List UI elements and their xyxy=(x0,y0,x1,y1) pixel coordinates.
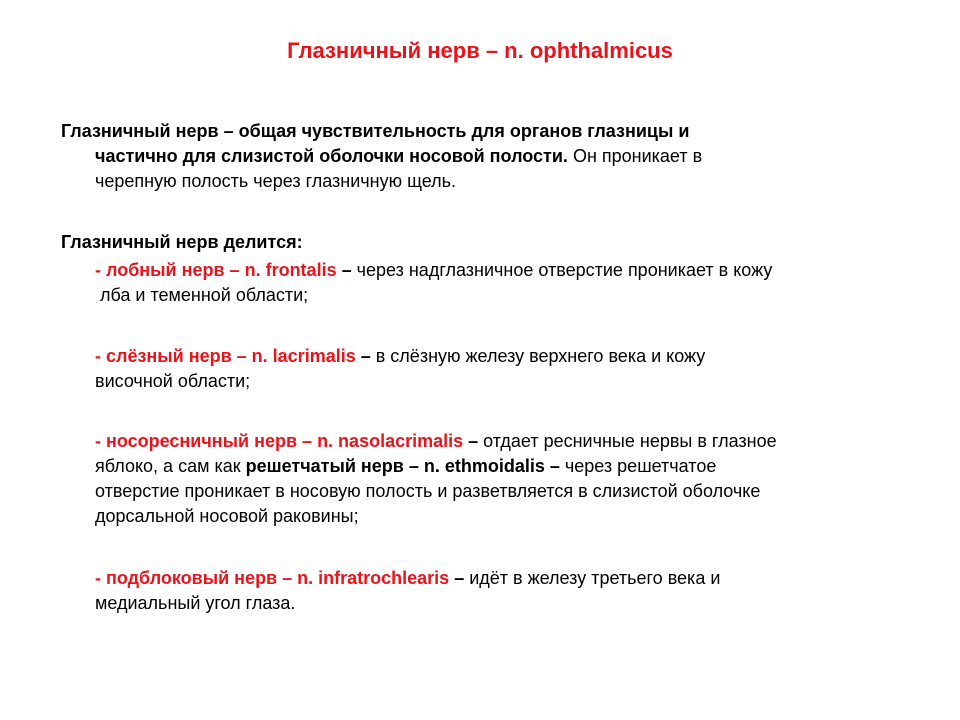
dash: – xyxy=(336,260,352,280)
slide-title: Глазничный нерв – n. ophthalmicus xyxy=(287,38,673,63)
nerve-name: - лобный нерв – n. frontalis xyxy=(95,260,337,280)
nerve-name-bold: решетчатый нерв – n. ethmoidalis – xyxy=(245,456,560,476)
intro-paragraph xyxy=(61,119,891,194)
list-item-nasolacrimalis xyxy=(95,429,915,529)
description: идёт в железу третьего века и xyxy=(464,568,721,588)
list-item-line: лба и теменной области; xyxy=(100,285,309,305)
dash: – xyxy=(449,568,465,588)
intro-line-1: Глазничный нерв – общая чувствительность для органов глазницы и xyxy=(61,121,690,141)
list-item-line: дорсальной носовой раковины; xyxy=(95,506,359,526)
description: через надглазничное отверстие проникает в кожу xyxy=(351,260,773,280)
list-item-lacrimalis xyxy=(95,344,915,394)
list-item-line xyxy=(95,344,915,369)
list-item-line: отверстие проникает в носовую полость и разветвляется в слизистой оболочке xyxy=(95,481,761,501)
description-pre: яблоко, а сам как xyxy=(95,456,246,476)
list-item-line xyxy=(95,566,915,591)
dash: – xyxy=(355,346,371,366)
divides-heading: Глазничный нерв делится: xyxy=(61,232,303,252)
description: через решетчатое xyxy=(559,456,717,476)
dash: – xyxy=(463,431,479,451)
list-item-frontalis xyxy=(95,258,915,308)
list-item-line xyxy=(95,258,915,283)
list-item-line: височной области; xyxy=(95,371,251,391)
list-item-line: медиальный угол глаза. xyxy=(95,593,296,613)
list-item-line xyxy=(95,454,915,479)
description: в слёзную железу верхнего века и кожу xyxy=(370,346,706,366)
intro-line-2 xyxy=(61,144,891,169)
nerve-name: - слёзный нерв – n. lacrimalis xyxy=(95,346,356,366)
description: отдает ресничные нервы в глазное xyxy=(478,431,777,451)
nerve-name: - подблоковый нерв – n. infratrochlearis xyxy=(95,568,450,588)
nerve-name: - носоресничный нерв – n. nasolacrimalis xyxy=(95,431,464,451)
list-item-infratrochlearis xyxy=(95,566,915,616)
intro-line-2-rest: Он проникает в xyxy=(567,146,703,166)
list-item-line xyxy=(95,429,915,454)
intro-line-2-bold: частично для слизистой оболочки носовой полости. xyxy=(95,146,568,166)
intro-line-3: черепную полость через глазничную щель. xyxy=(95,171,457,191)
